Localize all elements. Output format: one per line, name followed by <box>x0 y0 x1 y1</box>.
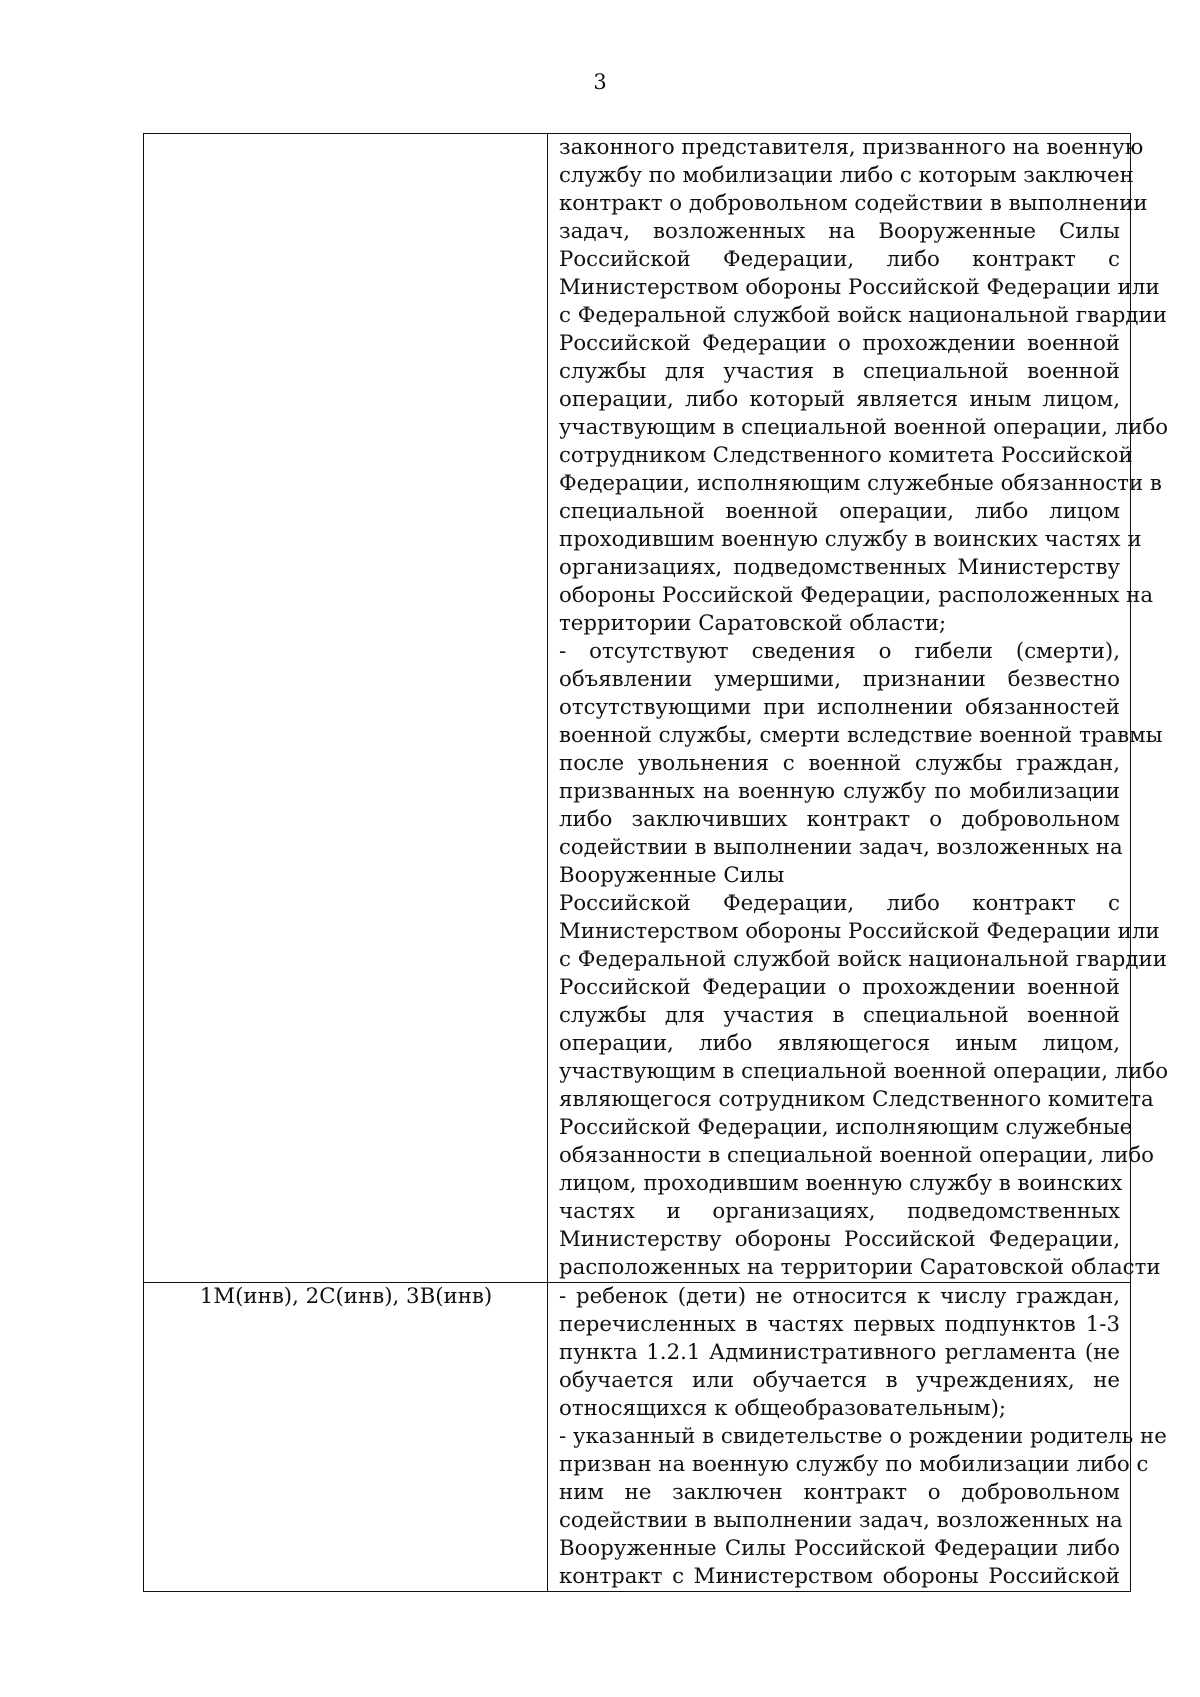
text-line: призванных на военную службу по мобилизации <box>559 779 1120 804</box>
text-line: после увольнения с военной службы граждан, <box>559 751 1120 776</box>
table-row <box>144 1283 1131 1592</box>
text-line: службы для участия в специальной военной <box>559 1003 1120 1028</box>
text-line: законного представителя, призванного на военную <box>559 135 1144 160</box>
text-line: - ребенок (дети) не относится к числу граждан, <box>559 1284 1120 1309</box>
text-line: с Федеральной службой войск национальной гвардии <box>559 947 1167 972</box>
conditions-cell <box>548 134 1169 1283</box>
text-line: Федерации, исполняющим служебные обязанности в <box>559 471 1162 496</box>
text-line: отсутствующими при исполнении обязанностей <box>559 695 1120 720</box>
table-row <box>144 134 1131 1283</box>
text-line: Министерству обороны Российской Федерации, <box>559 1227 1120 1252</box>
text-line: Российской Федерации, либо контракт с <box>559 247 1120 272</box>
text-line: службу по мобилизации либо с которым заключен <box>559 163 1134 188</box>
text-line: территории Саратовской области; <box>559 611 947 636</box>
text-line: Российской Федерации, исполняющим служебные <box>559 1115 1133 1140</box>
text-line: Вооруженные Силы <box>559 863 785 888</box>
conditions-cell <box>548 1283 1167 1592</box>
text-line: сотрудником Следственного комитета Российской <box>559 443 1133 468</box>
text-line: расположенных на территории Саратовской области <box>559 1255 1161 1280</box>
text-line: военной службы, смерти вследствие военной травмы <box>559 723 1163 748</box>
text-line: являющегося сотрудником Следственного комитета <box>559 1087 1154 1112</box>
category-cell: 1М(инв), 2С(инв), 3В(инв) <box>144 1283 548 1592</box>
text-line: проходившим военную службу в воинских частях и <box>559 527 1142 552</box>
text-line: специальной военной операции, либо лицом <box>559 499 1120 524</box>
text-line: контракт о добровольном содействии в выполнении <box>559 191 1148 216</box>
text-line: организациях, подведомственных Министерству <box>559 555 1120 580</box>
text-line: контракт с Министерством обороны Российской <box>559 1564 1120 1589</box>
text-line: либо заключивших контракт о добровольном <box>559 807 1120 832</box>
text-line: Российской Федерации, либо контракт с <box>559 891 1120 916</box>
eligibility-table <box>143 133 1169 1592</box>
table-body <box>144 134 1169 1592</box>
text-line: участвующим в специальной военной операции, либо <box>559 415 1169 440</box>
text-line: объявлении умершими, признании безвестно <box>559 667 1120 692</box>
page-number: 3 <box>593 70 607 94</box>
text-line: перечисленных в частях первых подпунктов 1-3 <box>559 1312 1120 1337</box>
text-line: операции, либо являющегося иным лицом, <box>559 1031 1120 1056</box>
text-line: лицом, проходившим военную службу в воинских <box>559 1171 1123 1196</box>
text-line: Министерством обороны Российской Федерации или <box>559 919 1160 944</box>
text-line: относящихся к общеобразовательным); <box>559 1396 1007 1421</box>
text-line: с Федеральной службой войск национальной гвардии <box>559 303 1167 328</box>
category-cell <box>144 134 548 1283</box>
text-line: ним не заключен контракт о добровольном <box>559 1480 1120 1505</box>
text-line: - отсутствуют сведения о гибели (смерти), <box>559 639 1120 664</box>
text-line: содействии в выполнении задач, возложенных на <box>559 1508 1123 1533</box>
text-line: обучается или обучается в учреждениях, не <box>559 1368 1120 1393</box>
text-line: службы для участия в специальной военной <box>559 359 1120 384</box>
text-line: частях и организациях, подведомственных <box>559 1199 1120 1224</box>
text-line: обязанности в специальной военной операции, либо <box>559 1143 1154 1168</box>
text-line: Министерством обороны Российской Федерации или <box>559 275 1160 300</box>
text-line: Российской Федерации о прохождении военной <box>559 975 1120 1000</box>
text-line: участвующим в специальной военной операции, либо <box>559 1059 1169 1084</box>
text-line: Российской Федерации о прохождении военной <box>559 331 1120 356</box>
text-line: пункта 1.2.1 Административного регламента (не <box>559 1340 1120 1365</box>
text-line: задач, возложенных на Вооруженные Силы <box>559 219 1120 244</box>
text-line: операции, либо который является иным лицом, <box>559 387 1120 412</box>
text-line: содействии в выполнении задач, возложенных на <box>559 835 1123 860</box>
text-line: призван на военную службу по мобилизации либо с <box>559 1452 1149 1477</box>
text-line: - указанный в свидетельстве о рождении родитель не <box>559 1424 1167 1449</box>
text-line: Вооруженные Силы Российской Федерации либо <box>559 1536 1120 1561</box>
text-line: обороны Российской Федерации, расположенных на <box>559 583 1154 608</box>
